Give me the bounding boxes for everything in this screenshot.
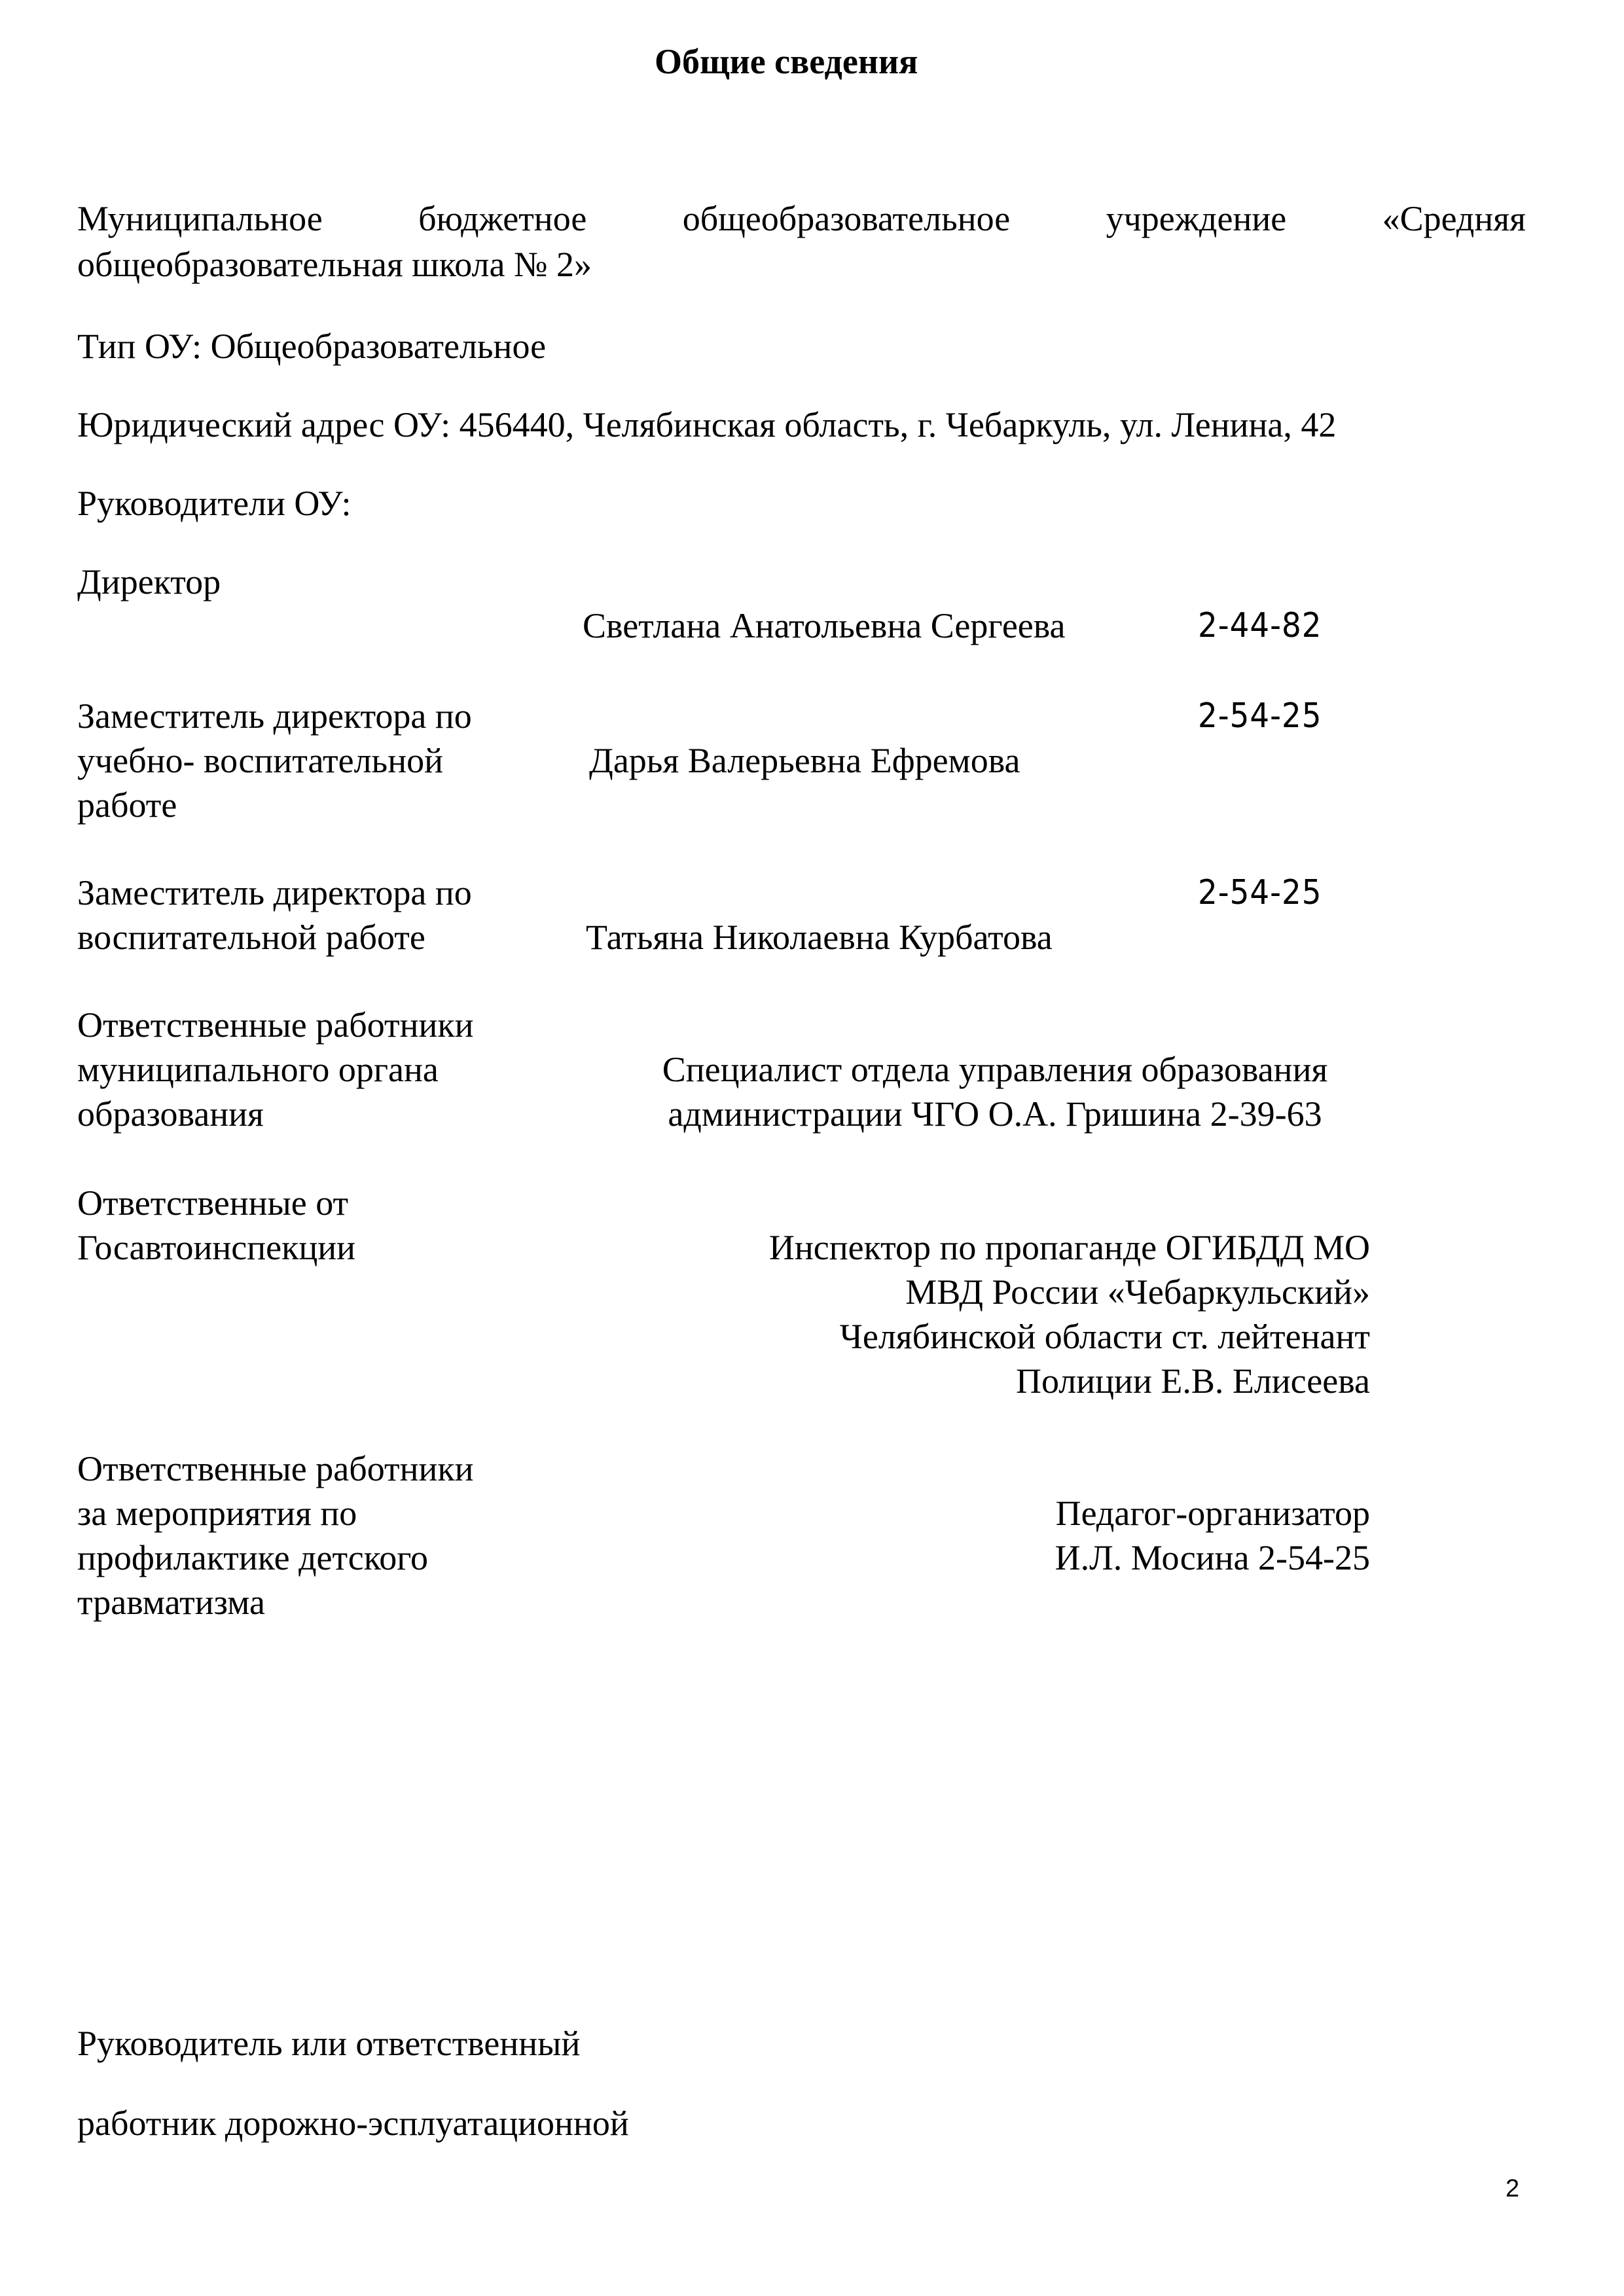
gai-role-line: Ответственные от: [77, 1183, 349, 1223]
org-word: бюджетное: [418, 199, 587, 238]
municipal-role-line: Ответственные работники: [77, 1005, 474, 1045]
director-phone: 2-44-82: [1198, 606, 1322, 645]
deputy-edu-role-line: работе: [77, 785, 177, 825]
director-name: Светлана Анатольевна Сергеева: [583, 606, 1066, 645]
org-word: общеобразовательное: [682, 199, 1011, 238]
municipal-text-line: Специалист отдела управления образования: [662, 1050, 1328, 1089]
deputy-edu-role-line: Заместитель директора по: [77, 696, 472, 736]
deputy-edu-phone: 2-54-25: [1198, 696, 1322, 736]
deputy-upbringing-phone: 2-54-25: [1198, 873, 1322, 912]
gai-text-line: Инспектор по пропаганде ОГИБДД МО: [768, 1228, 1370, 1267]
municipal-role-line: образования: [77, 1094, 264, 1134]
org-word: «Средняя: [1382, 199, 1526, 238]
municipal-role-line: муниципального органа: [77, 1050, 439, 1089]
deputy-upbringing-role-line: Заместитель директора по: [77, 873, 472, 912]
injury-role-line: за мероприятия по: [77, 1494, 357, 1533]
page-number: 2: [1506, 2175, 1520, 2202]
municipal-text-line: администрации ЧГО О.А. Гришина 2-39-63: [668, 1094, 1322, 1134]
director-role: Директор: [77, 562, 221, 601]
gai-text-line: МВД России «Чебаркульский»: [905, 1272, 1370, 1312]
page-title: Общие сведения: [655, 42, 918, 81]
deputy-edu-role-line: учебно- воспитательной: [77, 741, 443, 780]
org-name-line2: общеобразовательная школа № 2»: [77, 245, 592, 284]
org-word: учреждение: [1106, 199, 1287, 238]
gai-role-line: Госавтоинспекции: [77, 1228, 356, 1267]
injury-role-line: Ответственные работники: [77, 1449, 474, 1488]
injury-text-line: И.Л. Мосина 2-54-25: [1055, 1538, 1370, 1577]
injury-role-line: травматизма: [77, 1583, 266, 1622]
deputy-edu-name: Дарья Валерьевна Ефремова: [589, 741, 1020, 780]
org-type: Тип ОУ: Общеобразовательное: [77, 327, 547, 366]
injury-role-line: профилактике детского: [77, 1538, 429, 1577]
deputy-upbringing-role-line: воспитательной работе: [77, 918, 425, 957]
deputy-upbringing-name: Татьяна Николаевна Курбатова: [586, 918, 1053, 957]
heads-label: Руководители ОУ:: [77, 484, 352, 523]
footer-line: работник дорожно-эсплуатационной: [77, 2104, 629, 2143]
footer-line: Руководитель или ответственный: [77, 2024, 581, 2063]
gai-text-line: Челябинской области ст. лейтенант: [839, 1317, 1370, 1356]
injury-text-line: Педагог-организатор: [1055, 1494, 1370, 1533]
legal-address: Юридический адрес ОУ: 456440, Челябинская область, г. Чебаркуль, ул. Ленина, 42: [77, 405, 1337, 444]
gai-text-line: Полиции Е.В. Елисеева: [1016, 1361, 1370, 1401]
org-name-line1: [77, 196, 1526, 241]
org-word: Муниципальное: [77, 199, 323, 238]
